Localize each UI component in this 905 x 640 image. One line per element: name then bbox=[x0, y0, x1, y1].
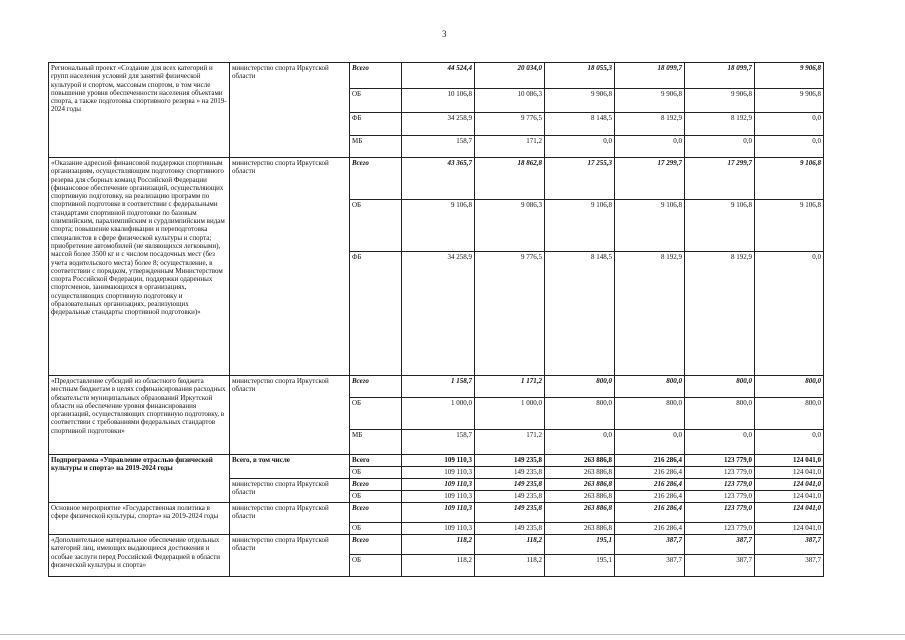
value-cell: 158,7 bbox=[402, 430, 475, 455]
value-cell: 17 255,3 bbox=[545, 158, 615, 200]
executor-cell: министерство спорта Иркутской области bbox=[230, 376, 350, 455]
value-cell: 9 106,8 bbox=[402, 200, 475, 252]
value-cell: 109 110,3 bbox=[402, 491, 475, 503]
value-cell: 0,0 bbox=[755, 252, 824, 376]
executor-cell: министерство спорта Иркутской области bbox=[230, 535, 350, 577]
value-cell: 387,7 bbox=[685, 535, 755, 555]
value-cell: 0,0 bbox=[685, 136, 755, 158]
value-cell: 263 886,8 bbox=[545, 491, 615, 503]
value-cell: 9 106,8 bbox=[685, 200, 755, 252]
value-cell: 109 110,3 bbox=[402, 467, 475, 479]
value-cell: 0,0 bbox=[545, 430, 615, 455]
value-cell: 171,2 bbox=[475, 430, 545, 455]
value-cell: 9 906,8 bbox=[545, 89, 615, 113]
value-cell: 9 776,5 bbox=[475, 113, 545, 136]
table-row bbox=[49, 503, 824, 523]
value-cell: 800,0 bbox=[545, 376, 615, 398]
value-cell: 800,0 bbox=[755, 398, 824, 430]
value-cell: 387,7 bbox=[615, 535, 685, 555]
value-cell: 9 776,5 bbox=[475, 252, 545, 376]
value-cell: 1 000,0 bbox=[475, 398, 545, 430]
source-cell: Всего bbox=[350, 63, 402, 89]
value-cell: 387,7 bbox=[755, 555, 824, 577]
value-cell: 9 106,8 bbox=[615, 200, 685, 252]
value-cell: 118,2 bbox=[475, 555, 545, 577]
value-cell: 149 235,8 bbox=[475, 455, 545, 467]
value-cell: 8 192,9 bbox=[685, 252, 755, 376]
source-cell: ОБ bbox=[350, 89, 402, 113]
value-cell: 10 106,8 bbox=[402, 89, 475, 113]
value-cell: 34 258,9 bbox=[402, 252, 475, 376]
value-cell: 9 086,3 bbox=[475, 200, 545, 252]
value-cell: 800,0 bbox=[685, 398, 755, 430]
value-cell: 9 106,8 bbox=[755, 158, 824, 200]
value-cell: 124 041,0 bbox=[755, 491, 824, 503]
value-cell: 195,1 bbox=[545, 535, 615, 555]
value-cell: 109 110,3 bbox=[402, 455, 475, 467]
value-cell: 123 779,0 bbox=[685, 523, 755, 535]
value-cell: 18 099,7 bbox=[685, 63, 755, 89]
value-cell: 0,0 bbox=[685, 430, 755, 455]
value-cell: 123 779,0 bbox=[685, 479, 755, 491]
value-cell: 216 286,4 bbox=[615, 503, 685, 523]
value-cell: 124 041,0 bbox=[755, 467, 824, 479]
program-name-cell: Региональный проект «Создание для всех категорий и групп населения условий для занятий физической культурой и спортом, массовым спортом, в том числе повышение уровня обеспеченности населения объектами спорта, а также подготовка спортивного резерва » на 2019-2024 годы bbox=[49, 63, 230, 158]
value-cell: 43 365,7 bbox=[402, 158, 475, 200]
source-cell: МБ bbox=[350, 430, 402, 455]
value-cell: 800,0 bbox=[685, 376, 755, 398]
value-cell: 9 906,8 bbox=[755, 89, 824, 113]
value-cell: 216 286,4 bbox=[615, 467, 685, 479]
value-cell: 0,0 bbox=[615, 430, 685, 455]
value-cell: 17 299,7 bbox=[615, 158, 685, 200]
source-cell: Всего bbox=[350, 535, 402, 555]
value-cell: 9 906,8 bbox=[685, 89, 755, 113]
value-cell: 124 041,0 bbox=[755, 455, 824, 467]
source-cell: Всего bbox=[350, 158, 402, 200]
source-cell: Всего bbox=[350, 376, 402, 398]
value-cell: 0,0 bbox=[545, 136, 615, 158]
value-cell: 10 086,3 bbox=[475, 89, 545, 113]
program-name-cell: Основное мероприятие «Государственная политика в сфере физической культуры, спорта» на 2019-2024 годы bbox=[49, 503, 230, 535]
value-cell: 263 886,8 bbox=[545, 503, 615, 523]
value-cell: 118,2 bbox=[402, 555, 475, 577]
value-cell: 1 000,0 bbox=[402, 398, 475, 430]
value-cell: 18 055,3 bbox=[545, 63, 615, 89]
table-row bbox=[49, 455, 824, 467]
source-cell: МБ bbox=[350, 136, 402, 158]
source-cell: ОБ bbox=[350, 200, 402, 252]
value-cell: 800,0 bbox=[545, 398, 615, 430]
value-cell: 1 171,2 bbox=[475, 376, 545, 398]
table-row bbox=[49, 158, 824, 200]
value-cell: 263 886,8 bbox=[545, 479, 615, 491]
source-cell: Всего bbox=[350, 503, 402, 523]
value-cell: 123 779,0 bbox=[685, 467, 755, 479]
value-cell: 8 148,5 bbox=[545, 252, 615, 376]
value-cell: 124 041,0 bbox=[755, 479, 824, 491]
value-cell: 800,0 bbox=[615, 398, 685, 430]
value-cell: 149 235,8 bbox=[475, 491, 545, 503]
value-cell: 118,2 bbox=[402, 535, 475, 555]
executor-cell: министерство спорта Иркутской области bbox=[230, 63, 350, 158]
value-cell: 149 235,8 bbox=[475, 503, 545, 523]
value-cell: 387,7 bbox=[755, 535, 824, 555]
value-cell: 0,0 bbox=[755, 113, 824, 136]
subprogram-name-cell: Подпрограмма «Управление отраслью физической культуры и спорта» на 2019-2024 годы bbox=[49, 455, 230, 503]
value-cell: 1 158,7 bbox=[402, 376, 475, 398]
value-cell: 387,7 bbox=[685, 555, 755, 577]
executor-cell: министерство спорта Иркутской области bbox=[230, 503, 350, 535]
value-cell: 123 779,0 bbox=[685, 491, 755, 503]
value-cell: 216 286,4 bbox=[615, 479, 685, 491]
value-cell: 109 110,3 bbox=[402, 479, 475, 491]
source-cell: ОБ bbox=[350, 491, 402, 503]
value-cell: 387,7 bbox=[615, 555, 685, 577]
value-cell: 44 524,4 bbox=[402, 63, 475, 89]
value-cell: 263 886,8 bbox=[545, 523, 615, 535]
source-cell: ОБ bbox=[350, 555, 402, 577]
value-cell: 8 192,9 bbox=[615, 252, 685, 376]
value-cell: 216 286,4 bbox=[615, 491, 685, 503]
source-cell: ФБ bbox=[350, 252, 402, 376]
value-cell: 158,7 bbox=[402, 136, 475, 158]
program-name-cell: «Оказание адресной финансовой поддержки спортивным организациям, осуществляющим подготовку спортивного резерва для сборных команд Российской Федерации (финансовое обеспечение организаций, осуществляющих спортивную подготовку, на реализацию программ по спортивной подготовке в соответствии с федеральными стандартами спортивной подготовки по базовым олимпийским, паралимпийским и сурдлимпийским видам спорта; повышение квалификации и переподготовка специалистов в сфере физической культуры и спорта; приобретение автомобилей (не являющихся легковыми), массой более 3500 кг и с числом посадочных мест (без учета водительского места) более 8; осуществление, в соответствии с порядком, утвержденным Министерством спорта Российской Федерации, поддержки одаренных спортсменов, занимающихся в организациях, осуществляющих спортивную подготовку и образовательных организациях, реализующих федеральные стандарты спортивной подготовки)» bbox=[49, 158, 230, 376]
value-cell: 0,0 bbox=[755, 136, 824, 158]
source-cell: Всего bbox=[350, 479, 402, 491]
source-cell: ФБ bbox=[350, 113, 402, 136]
value-cell: 9 906,8 bbox=[755, 63, 824, 89]
page-number: 3 bbox=[442, 29, 447, 39]
value-cell: 8 148,5 bbox=[545, 113, 615, 136]
executor-cell: министерство спорта Иркутской области bbox=[230, 158, 350, 376]
table-row bbox=[49, 63, 824, 89]
value-cell: 34 258,9 bbox=[402, 113, 475, 136]
value-cell: 195,1 bbox=[545, 555, 615, 577]
source-cell: ОБ bbox=[350, 398, 402, 430]
scan-edge-line bbox=[0, 634, 905, 635]
value-cell: 149 235,8 bbox=[475, 523, 545, 535]
value-cell: 109 110,3 bbox=[402, 503, 475, 523]
value-cell: 20 034,0 bbox=[475, 63, 545, 89]
value-cell: 109 110,3 bbox=[402, 523, 475, 535]
source-cell: ОБ bbox=[350, 523, 402, 535]
source-cell: Всего bbox=[350, 455, 402, 467]
value-cell: 124 041,0 bbox=[755, 523, 824, 535]
value-cell: 123 779,0 bbox=[685, 455, 755, 467]
value-cell: 18 862,8 bbox=[475, 158, 545, 200]
value-cell: 263 886,8 bbox=[545, 467, 615, 479]
value-cell: 9 106,8 bbox=[755, 200, 824, 252]
value-cell: 171,2 bbox=[475, 136, 545, 158]
value-cell: 9 906,8 bbox=[615, 89, 685, 113]
value-cell: 800,0 bbox=[755, 376, 824, 398]
value-cell: 8 192,9 bbox=[615, 113, 685, 136]
value-cell: 118,2 bbox=[475, 535, 545, 555]
value-cell: 149 235,8 bbox=[475, 479, 545, 491]
program-name-cell: «Предоставление субсидий из областного бюджета местным бюджетам в целях софинансирования расходных обязательств муниципальных образований Иркутской области на обеспечение уровня финансирования организаций, осуществляющих спортивную подготовку, в соответствии с требованиями федеральных стандартов спортивной подготовки» bbox=[49, 376, 230, 455]
value-cell: 123 779,0 bbox=[685, 503, 755, 523]
value-cell: 216 286,4 bbox=[615, 523, 685, 535]
value-cell: 124 041,0 bbox=[755, 503, 824, 523]
executor-cell: Всего, в том числе bbox=[230, 455, 350, 479]
value-cell: 17 299,7 bbox=[685, 158, 755, 200]
value-cell: 0,0 bbox=[755, 430, 824, 455]
table-row bbox=[49, 376, 824, 398]
table-row bbox=[49, 535, 824, 555]
value-cell: 149 235,8 bbox=[475, 467, 545, 479]
executor-cell: министерство спорта Иркутской области bbox=[230, 479, 350, 503]
budget-table bbox=[48, 62, 824, 577]
source-cell: ОБ bbox=[350, 467, 402, 479]
value-cell: 800,0 bbox=[615, 376, 685, 398]
value-cell: 263 886,8 bbox=[545, 455, 615, 467]
value-cell: 8 192,9 bbox=[685, 113, 755, 136]
value-cell: 9 106,8 bbox=[545, 200, 615, 252]
value-cell: 0,0 bbox=[615, 136, 685, 158]
value-cell: 216 286,4 bbox=[615, 455, 685, 467]
value-cell: 18 099,7 bbox=[615, 63, 685, 89]
program-name-cell: «Дополнительное материальное обеспечение отдельных категорий лиц, имеющих выдающиеся достижения и особые заслуги перед Российской Федерацией в области физической культуры и спорта» bbox=[49, 535, 230, 577]
